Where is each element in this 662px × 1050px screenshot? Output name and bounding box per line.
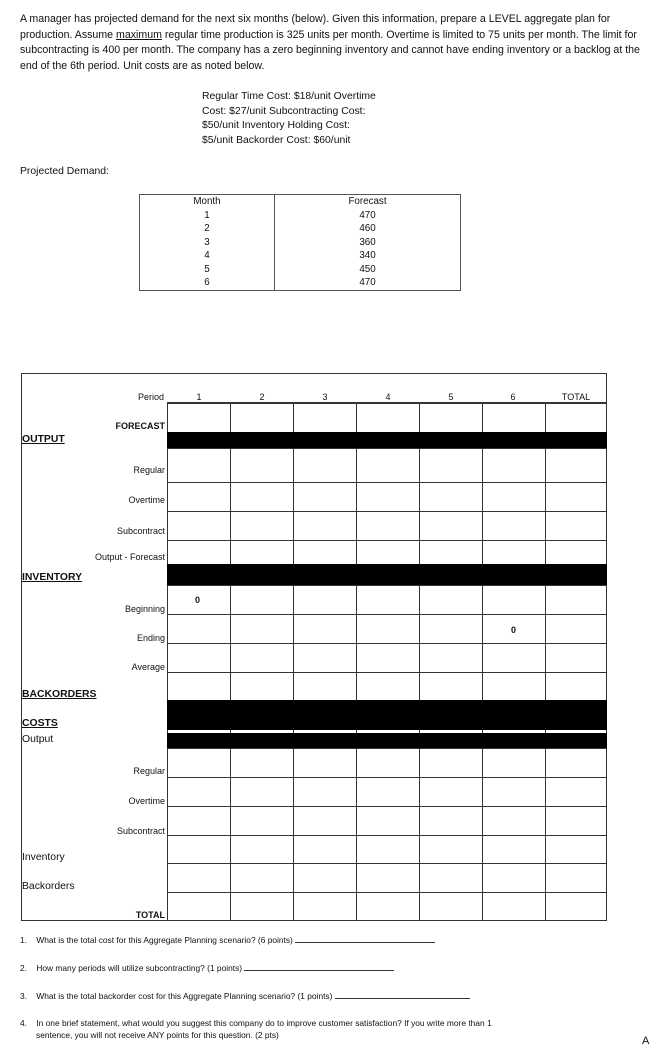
month-cell: 5	[140, 263, 275, 277]
question-number: 3.	[20, 991, 27, 1001]
question-number: 4.	[20, 1018, 27, 1028]
question-text: What is the total backorder cost for this Aggregate Planning scenario? (1 points)	[36, 991, 333, 1001]
grid-row-line	[167, 482, 607, 483]
intro-emphasis: maximum	[116, 28, 162, 41]
forecast-cell: 470	[359, 209, 376, 221]
question-3	[20, 990, 470, 1001]
month-cell: 2	[140, 222, 275, 236]
cost-line: $5/unit Backorder Cost: $60/unit	[202, 134, 351, 146]
period-header-2: 2	[259, 392, 265, 402]
table-row	[140, 249, 461, 263]
cost-line: Regular Time Cost: $18/unit Overtime	[202, 91, 376, 102]
table-row	[140, 263, 461, 277]
period-header-4: 4	[385, 392, 391, 402]
month-cell: 6	[140, 276, 275, 290]
grid-row-line	[167, 863, 607, 864]
intro-text-2: regular time production is 325 units per month. Overtime is limited to 75 units per month. The limit for subcontracting is 400 per month. The company has a zero beginning inventory and cannot have ending inventory or a backlog at the end of the 6th period. Unit costs are as noted below.	[20, 28, 640, 72]
forecast-cell: 450	[359, 263, 376, 275]
grid-row-line	[167, 403, 607, 404]
grid-row-line	[167, 511, 607, 512]
forecast-row-label: FORECAST	[115, 421, 165, 431]
question-4-continued	[36, 1030, 279, 1040]
question-1	[20, 934, 435, 945]
grid-row-line	[167, 748, 607, 749]
inventory-section-heading: INVENTORY	[22, 572, 83, 583]
overtime-row-label: Overtime	[128, 495, 165, 505]
grid-column-line	[230, 403, 231, 921]
total-row-label: TOTAL	[135, 910, 165, 920]
period-header-6: 6	[510, 392, 516, 402]
question-4	[20, 1018, 492, 1028]
forecast-cell: 470	[275, 276, 461, 290]
aggregate-plan-grid	[21, 373, 607, 921]
question-text: sentence, you will not receive ANY points for this question. (2 pts)	[36, 1030, 279, 1040]
grid-row-line	[167, 835, 607, 836]
output-forecast-row-label: Output - Forecast	[94, 552, 165, 562]
cost-line: $50/unit Inventory Holding Cost:	[202, 120, 350, 131]
grid-row-line	[167, 892, 607, 893]
grid-row-line	[167, 672, 607, 673]
backorders-cost-label: Backorders	[22, 881, 75, 892]
ending-inventory-value: 0	[511, 625, 517, 635]
regular-row-label: Regular	[133, 465, 165, 475]
average-row-label: Average	[131, 662, 165, 672]
grid-row-line	[167, 448, 607, 449]
forecast-cell: 360	[359, 236, 376, 248]
header-underline	[167, 402, 607, 403]
forecast-header: Forecast	[348, 196, 387, 207]
answer-line[interactable]	[335, 990, 470, 999]
cost-regular-row-label: Regular	[133, 766, 165, 776]
inventory-cost-label: Inventory	[22, 852, 65, 863]
answer-line[interactable]	[244, 962, 394, 971]
month-cell: 3	[140, 236, 275, 250]
grid-row-line	[167, 643, 607, 644]
shaded-separator-bar	[167, 733, 607, 748]
question-text: How many periods will utilize subcontracting? (1 points)	[36, 963, 243, 973]
subcontract-row-label: Subcontract	[116, 526, 165, 536]
grid-row-line	[167, 540, 607, 541]
output-cost-label: Output	[22, 734, 54, 745]
answer-line[interactable]	[295, 934, 435, 943]
table-row	[140, 209, 461, 223]
output-section-heading: OUTPUT	[22, 434, 65, 445]
costs-section-heading: COSTS	[22, 718, 58, 729]
projected-demand-label: Projected Demand:	[20, 166, 109, 177]
intro-text-1: A manager has projected demand for the next six months (below). Given this information, prepare a LEVEL aggregate plan for production. Assume	[20, 13, 611, 41]
question-number: 2.	[20, 963, 27, 973]
demand-table	[139, 194, 461, 291]
question-number: 1.	[20, 935, 27, 945]
grid-column-line	[419, 403, 420, 921]
beginning-row-label: Beginning	[124, 604, 165, 614]
period-label: Period	[137, 392, 164, 402]
grid-row-line	[167, 806, 607, 807]
cost-line: Cost: $27/unit Subcontracting Cost:	[202, 105, 366, 117]
month-cell: 4	[140, 249, 275, 263]
month-header: Month	[140, 195, 275, 209]
cost-overtime-row-label: Overtime	[128, 796, 165, 806]
grid-row-line	[167, 614, 607, 615]
shaded-separator-bar	[167, 564, 607, 585]
forecast-cell: 460	[359, 223, 376, 234]
cost-subcontract-row-label: Subcontract	[116, 826, 165, 836]
grid-row-line	[167, 585, 607, 586]
corner-mark: A	[642, 1035, 650, 1047]
grid-column-line	[167, 403, 168, 921]
table-row	[140, 222, 461, 236]
total-header: TOTAL	[561, 392, 591, 402]
month-cell: 1	[140, 209, 275, 223]
table-header-row	[140, 195, 461, 209]
period-header-5: 5	[448, 392, 454, 402]
period-header-3: 3	[322, 392, 328, 402]
grid-row-line	[167, 777, 607, 778]
grid-column-line	[356, 403, 357, 921]
question-2	[20, 962, 394, 973]
question-text: In one brief statement, what would you suggest this company do to improve customer satisfaction? If you write more than 1	[36, 1018, 492, 1028]
backorders-section-heading: BACKORDERS	[22, 689, 97, 700]
problem-statement	[20, 12, 652, 74]
grid-column-line	[545, 403, 546, 921]
grid-column-line	[482, 403, 483, 921]
ending-row-label: Ending	[136, 633, 165, 643]
table-row	[140, 276, 461, 290]
unit-costs	[202, 90, 376, 148]
forecast-cell: 340	[359, 250, 376, 261]
table-row	[140, 236, 461, 250]
beginning-inventory-value: 0	[195, 595, 201, 605]
period-header-1: 1	[196, 392, 202, 402]
question-text: What is the total cost for this Aggregate Planning scenario? (6 points)	[36, 935, 293, 945]
grid-column-line	[293, 403, 294, 921]
shaded-separator-bar	[167, 432, 607, 448]
shaded-separator-bar	[167, 700, 607, 730]
